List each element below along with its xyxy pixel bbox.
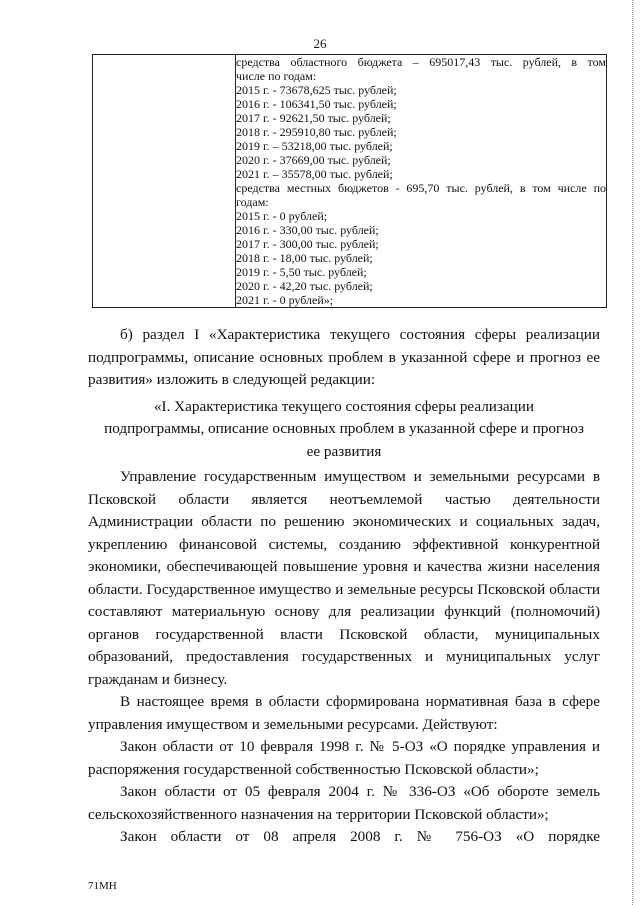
funding-line: 2015 г. - 0 рублей; <box>236 209 328 223</box>
section-heading-line: подпрограммы, описание основных проблем в указанной сфере и прогноз <box>104 420 584 437</box>
funding-line: 2019 г. – 53218,00 тыс. рублей; <box>236 139 393 153</box>
paragraph-regulatory-base: В настоящее время в области сформирована нормативная база в сфере управления имуществом и земельными ресурсами. Действуют: <box>88 693 600 733</box>
section-heading-line: «I. Характеристика текущего состояния сферы реализации <box>153 397 535 415</box>
paragraph-law-2008: Закон области от 08 апреля 2008 г. № 756-ОЗ «О порядке <box>120 828 600 845</box>
paragraph-law-1998: Закон области от 10 февраля 1998 г. № 5-ОЗ «О порядке управления и распоряжения государственной собственностью Псковской области»; <box>88 738 600 778</box>
funding-line: 2015 г. - 73678,625 тыс. рублей; <box>236 83 397 97</box>
body-text <box>88 324 600 849</box>
funding-line: 2021 г. – 35578,00 тыс. рублей; <box>236 167 393 181</box>
table-cell-empty <box>93 55 236 308</box>
section-heading <box>88 396 600 464</box>
funding-line: 2017 г. - 300,00 тыс. рублей; <box>236 237 379 251</box>
funding-line: 2017 г. - 92621,50 тыс. рублей; <box>236 111 391 125</box>
funding-line: 2019 г. - 5,50 тыс. рублей; <box>236 265 367 279</box>
footer-code: 71МН <box>88 880 117 892</box>
funding-line: годам: <box>236 195 269 209</box>
page-number: 26 <box>313 36 327 51</box>
funding-line: 2020 г. - 42,20 тыс. рублей; <box>236 279 373 293</box>
funding-line: средства областного бюджета – 695017,43 тыс. рублей, в том <box>236 55 606 69</box>
funding-table <box>92 54 607 308</box>
funding-line: средства местных бюджетов - 695,70 тыс. рублей, в том числе по <box>236 181 606 195</box>
paragraph-law-2004: Закон области от 05 февраля 2004 г. № 336-ОЗ «Об обороте земель сельскохозяйственного назначения на территории Псковской области»; <box>88 783 600 823</box>
funding-line: 2016 г. - 330,00 тыс. рублей; <box>236 223 379 237</box>
funding-line: 2018 г. - 295910,80 тыс. рублей; <box>236 125 397 139</box>
funding-line: 2020 г. - 37669,00 тыс. рублей; <box>236 153 391 167</box>
table-row <box>93 55 607 308</box>
funding-line: 2016 г. - 106341,50 тыс. рублей; <box>236 97 397 111</box>
funding-line: 2021 г. - 0 рублей»; <box>236 293 334 307</box>
funding-line: числе по годам: <box>236 69 317 83</box>
funding-line: 2018 г. - 18,00 тыс. рублей; <box>236 251 373 265</box>
intro-paragraph: б) раздел I «Характеристика текущего состояния сферы реализации подпрограммы, описание основных проблем в указанной сфере и прогноз ее развития» изложить в следующей редакции: <box>88 326 600 388</box>
paragraph-property-management: Управление государственным имуществом и земельными ресурсами в Псковской области является неотъемлемой частью деятельности Администрации области по решению экономических и социальных задач, укреплению финансовой системы, созданию эффективной конкурентной экономики, обеспечивающей повышение уровня и качества жизни населения области. Государственное имущество и земельные ресурсы Псковской области составляют материальную основу для реализации функций (полномочий) органов государственной власти Псковской области, муниципальных образований, предоставления государственных и муниципальных услуг гражданам и бизнесу. <box>88 468 600 688</box>
section-heading-line: ее развития <box>306 442 382 460</box>
table-cell-funding <box>236 55 607 308</box>
scan-edge-line <box>632 0 633 905</box>
